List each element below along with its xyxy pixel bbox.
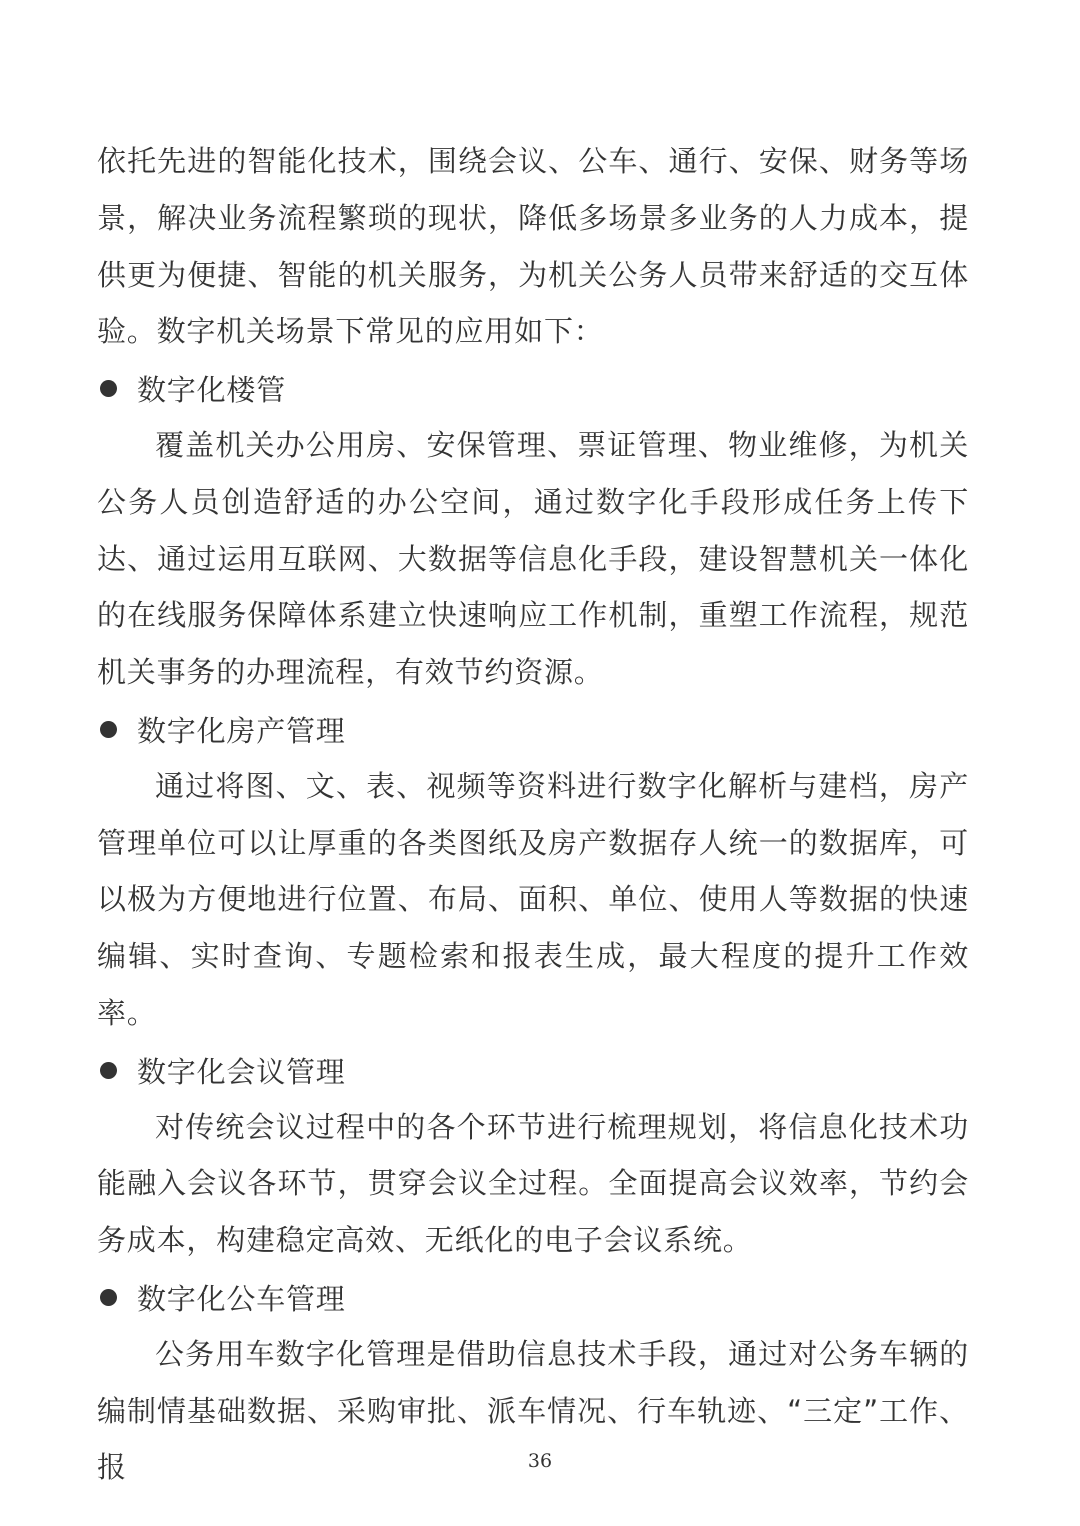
intro-paragraph: 依托先进的智能化技术，围绕会议、公车、通行、安保、财务等场景，解决业务流程繁琐的现状，降低多场景多业务的人力成本，提供更为便捷、智能的机关服务，为机关公务人员带来舒适的交互体验。数字机关场景下常见的应用如下： bbox=[97, 144, 969, 349]
section-title: 数字化房产管理 bbox=[137, 713, 346, 748]
section-paragraph: 公务用车数字化管理是借助信息技术手段，通过对公务车辆的编制情基础数据、采购审批、派车情况、行车轨迹、“三定”工作、报 bbox=[97, 1336, 969, 1485]
section-title: 数字化楼管 bbox=[137, 373, 287, 408]
page-number: 36 bbox=[527, 1450, 553, 1472]
bullet-icon bbox=[100, 380, 117, 397]
section-title: 数字化公车管理 bbox=[137, 1281, 346, 1316]
bullet-icon bbox=[100, 721, 117, 738]
section-title: 数字化会议管理 bbox=[137, 1054, 346, 1089]
document-body bbox=[97, 133, 969, 1496]
section-paragraph: 覆盖机关办公用房、安保管理、票证管理、物业维修，为机关公务人员创造舒适的办公空间，通过数字化手段形成任务上传下达、通过运用互联网、大数据等信息化手段，建设智慧机关一体化的在线服务保障体系建立快速响应工作机制，重塑工作流程，规范机关事务的办理流程，有效节约资源。 bbox=[97, 427, 969, 690]
section-heading-building-management bbox=[97, 360, 969, 417]
bullet-icon bbox=[100, 1289, 117, 1306]
section-paragraph: 通过将图、文、表、视频等资料进行数字化解析与建档，房产管理单位可以让厚重的各类图纸及房产数据存人统一的数据库，可以极为方便地进行位置、布局、面积、单位、使用人等数据的快速编辑、实时查询、专题检索和报表生成，最大程度的提升工作效率。 bbox=[97, 768, 969, 1030]
section-paragraph: 对传统会议过程中的各个环节进行梳理规划，将信息化技术功能融入会议各环节，贯穿会议全过程。全面提高会议效率，节约会务成本，构建稳定高效、无纸化的电子会议系统。 bbox=[97, 1109, 969, 1258]
section-heading-meeting-management bbox=[97, 1042, 969, 1099]
section-heading-vehicle-management bbox=[97, 1269, 969, 1326]
bullet-icon bbox=[100, 1062, 117, 1079]
section-heading-property-management bbox=[97, 701, 969, 758]
